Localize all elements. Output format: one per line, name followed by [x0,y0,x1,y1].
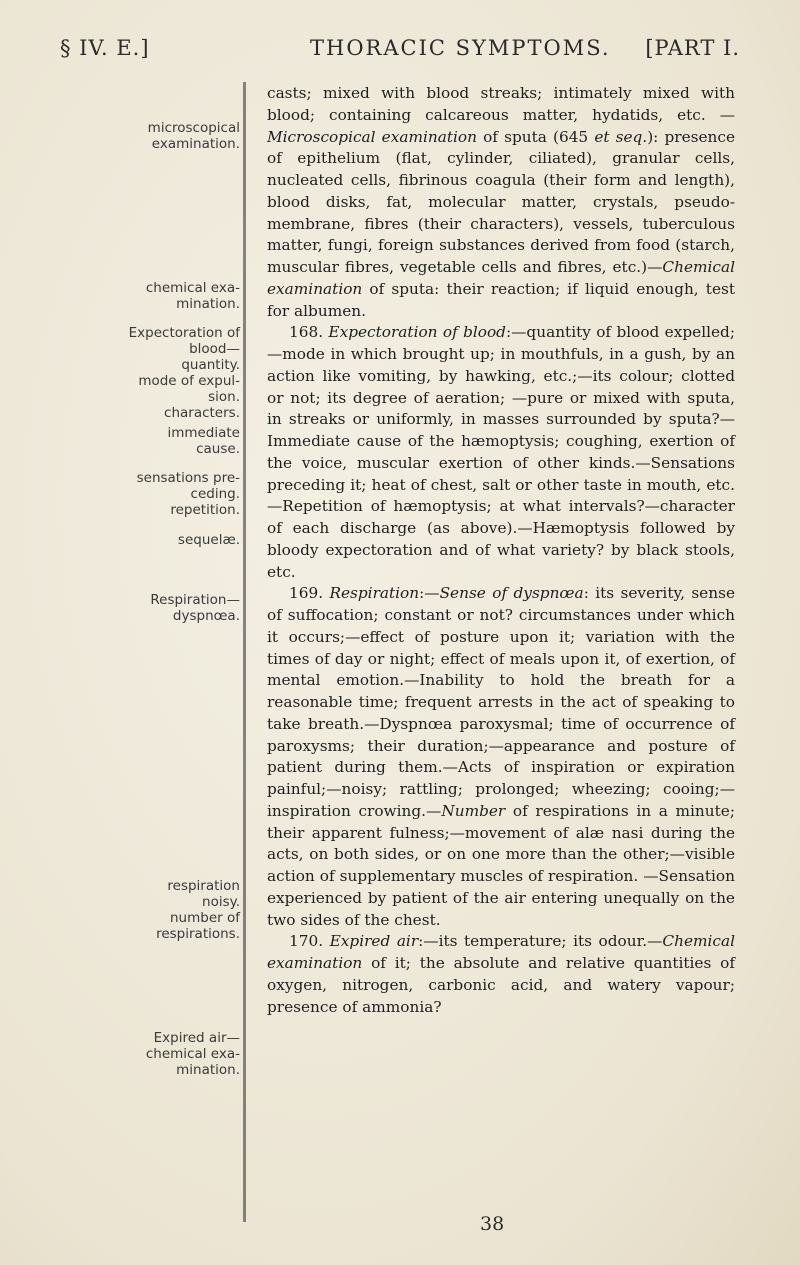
page-number: 38 [480,1213,505,1235]
section-title: Expired air [329,932,419,951]
margin-note-sequelae: sequelæ. [177,532,240,548]
section-number: 169. [289,584,324,603]
paragraph-sputa-continued [267,83,735,322]
text-run: : its severity, sense of suffocation; constant or not? circumstances under which it occurs;—effect of posture upon it; variation with the times of day or night; effect of meals upon it, of exertion, of mental emotion.—Inability to hold the breath for a reasonable time; frequent arrests in the act of speaking to take breath.—Dyspnœa paroxysmal; time of occurrence of paroxysms; their duration;—appearance and posture of patient during them.—Acts of inspiration or expiration painful;—noisy; rattling; prolonged; wheezing; cooing;—inspiration crowing.— [267,584,735,820]
margin-note-expectoration: Expectoration of blood— quantity. mode of expul- sion. characters. [128,325,240,421]
section-number: 168. [289,323,324,342]
running-header [60,28,740,68]
margin-note-noisy: respiration noisy. number of respirations. [156,878,240,942]
margin-note-immediate-cause: immediate cause. [167,425,240,457]
margin-note-respiration: Respiration— dyspnœa. [150,592,240,624]
margin-note-chemical: chemical exa- mination. [145,280,240,312]
text-run: ): presence of epithelium (flat, cylinder, ciliated), granular cells, nucleated cells, fibrinous coagula (their form and length), blood disks, fat, molecular matter, crystals, pseudo-membrane, fibres (their characters), vessels, tuberculous matter, fungi, foreign substances derived from food (starch, muscular fibres, vegetable cells and fibres, etc.)— [267,127,736,276]
paragraph-169 [267,583,735,931]
text-run: :—quantity of blood expelled;—mode in which brought up; in mouthfuls, in a gush, by an action like vomiting, by hawking, etc.;—its colour; clotted or not; its degree of aeration; —pure or mixed with sputa, in streaks or uniformly, in masses surrounded by sputa?—Immediate cause of the hæmoptysis; coughing, exertion of the voice, muscular exertion of other kinds.—Sensations preceding it; heat of chest, salt or other taste in mouth, etc.—Repetition of hæmoptysis; at what intervals?—character of each discharge (as above).—Hæmoptysis followed by bloody expectoration and of what variety? by black stools, etc. [267,323,735,581]
paragraph-170 [267,931,735,1018]
italic-heading: Chemical examination [267,258,735,298]
text-run: of sputa: their reaction; if liquid enough, test for albumen. [267,279,735,320]
paragraph-168 [267,322,735,583]
text-run: :— [419,584,440,603]
text-run: of sputa (645 [476,127,595,146]
header-section: § IV. E.] [60,36,150,60]
text-run: of it; the absolute and relative quantities of oxygen, nitrogen, carbonic acid, and watery vapour; presence of ammonia? [267,954,735,1016]
text-run: casts; mixed with blood streaks; intimately mixed with blood; containing calcareous matter, hydatids, etc. — [267,84,735,124]
body-text [267,83,735,1018]
text-run: of respirations in a minute; their apparent fulness;—movement of alæ nasi during the acts, on both sides, or on one more than the other;—visible action of supplementary muscles of respiration. —Sensation experienced by patient of the air entering unequally on the two sides of the chest. [267,801,735,929]
header-part: [PART I. [645,36,740,60]
italic-heading: Microscopical examination [267,127,477,146]
margin-rule [243,82,246,1222]
italic-ref: et seq. [594,127,648,146]
italic-heading: Number [441,801,506,820]
margin-note-expired-air: Expired air— chemical exa- mination. [145,1030,240,1078]
section-title: Respiration [329,584,420,603]
section-number: 170. [289,932,324,951]
margin-note-microscopical: microscopical examination. [147,120,240,152]
section-subtitle: Sense of dyspnœa [439,584,584,603]
text-run: :—its temperature; its odour.— [418,932,663,951]
margin-note-sensations: sensations pre- ceding. repetition. [136,470,240,518]
section-title: Expectoration of blood [328,323,506,342]
header-title: THORACIC SYMPTOMS. [310,36,611,60]
italic-heading: Chemical examination [267,932,735,972]
